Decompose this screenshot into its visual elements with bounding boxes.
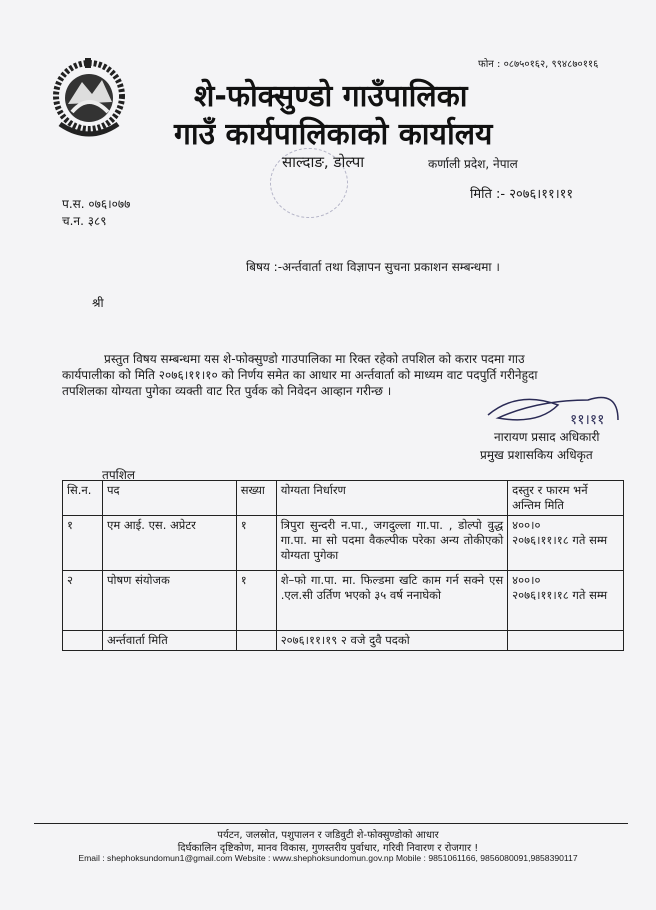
footer-line-2: दिर्घकालिन दृष्टिकोण, मानव विकास, गुणस्तरीय पुर्वाधार, गरिवी निवारण र रोजगार ! bbox=[177, 843, 479, 854]
footer-divider bbox=[34, 823, 628, 824]
nepal-emblem-logo bbox=[52, 52, 126, 144]
body-line-3: तपशिलका योग्यता पुगेका व्यक्ती वाट रित पुर्वक को निवेदन आव्हान गरीन्छ । bbox=[62, 384, 392, 398]
header-sn: सि.न. bbox=[63, 481, 103, 516]
row-sn: २ bbox=[63, 571, 103, 631]
row-deadline-date: २०७६।११।१८ गते सम्म bbox=[512, 533, 608, 547]
row-count: १ bbox=[236, 571, 276, 631]
office-name-line2: गाउँ कार्यपालिकाको कार्यालय bbox=[174, 117, 493, 152]
row-qualification: शे–फो गा.पा. मा. फिल्डमा खटि काम गर्न सक्ने एस .एल.सी उर्तिण भएको ३५ वर्ष ननाघेको bbox=[276, 571, 507, 631]
interview-date: २०७६।११।१९ २ वजे दुवै पदको bbox=[276, 631, 507, 651]
header-post: पद bbox=[102, 481, 236, 516]
table-row bbox=[63, 516, 624, 571]
province: कर्णाली प्रदेश, नेपाल bbox=[428, 157, 518, 171]
fiscal-year: प.स. ०७६।०७७ bbox=[62, 197, 131, 211]
signatory-name: नारायण प्रसाद अधिकारी bbox=[494, 430, 600, 444]
body-line-1: प्रस्तुत विषय सम्बन्धमा यस शे-फोक्सुण्डो गाउपालिका मा रिक्त रहेको तपशिल को करार पदमा गाउ bbox=[104, 352, 525, 366]
row-sn: १ bbox=[63, 516, 103, 571]
office-location: साल्दाङ, डोल्पा bbox=[282, 153, 365, 171]
table-caption: तपशिल bbox=[102, 468, 136, 482]
salutation: श्री bbox=[92, 296, 104, 310]
row-deadline-date: २०७६।११।१८ गते सम्म bbox=[512, 588, 608, 602]
row-fee: ४००।० bbox=[512, 518, 541, 532]
office-name-line1: शे-फोक्सुण्डो गाउँपालिका bbox=[194, 79, 468, 114]
header-deadline: दस्तुर र फारम भर्ने अन्तिम मिति bbox=[508, 481, 624, 516]
signatory-designation: प्रमुख प्रशासकिय अधिकृत bbox=[480, 448, 593, 462]
row-post: पोषण संयोजक bbox=[102, 571, 236, 631]
header-count: सख्या bbox=[236, 481, 276, 516]
body-line-2: कार्यपालीका को मिति २०७६।११।१० को निर्णय समेत का आधार मा अर्न्तवार्ता को माध्यम वाट पदपुर्ति गरीनेहुदा bbox=[62, 368, 538, 382]
row-post: एम आई. एस. अप्रेटर bbox=[102, 516, 236, 571]
row-deadline bbox=[508, 516, 624, 571]
table-row bbox=[63, 571, 624, 631]
signature-date: ११।११ bbox=[570, 412, 605, 428]
footer-line-1: पर्यटन, जलस्रोत, पशुपालन र जडिवुटी शे-फोक्सुण्डोको आधार bbox=[217, 830, 439, 841]
interview-row bbox=[63, 631, 624, 651]
footer-contact: Email : shephoksundomun1@gmail.com Website : www.shephoksundomun.gov.np Mobile : 9851061166, 9856080091,9858390117 bbox=[78, 853, 578, 863]
row-deadline bbox=[508, 571, 624, 631]
dispatch-number: च.न. ३८९ bbox=[62, 214, 107, 228]
row-count: १ bbox=[236, 516, 276, 571]
row-qualification: त्रिपुरा सुन्दरी न.पा., जगदुल्ला गा.पा. , डोल्पो वुद्ध गा.पा. मा सो पदमा वैकल्पीक परेका अन्य तोकीएको योग्यता पुगेका bbox=[276, 516, 507, 571]
interview-label: अर्न्तवार्ता मिति bbox=[102, 631, 236, 651]
letter-date: मिति :- २०७६।११।११ bbox=[470, 187, 574, 202]
subject: बिषय :-अर्न्तवार्ता तथा विज्ञापन सुचना प्रकाशन सम्बन्धमा । bbox=[246, 260, 500, 274]
vacancy-table bbox=[62, 480, 624, 651]
phone-number: फोन : ०८७५०१६२, ९९४८७०११६ bbox=[478, 59, 599, 70]
row-fee: ४००।० bbox=[512, 573, 541, 587]
table-header-row bbox=[63, 481, 624, 516]
header-qualification: योग्यता निर्धारण bbox=[276, 481, 507, 516]
